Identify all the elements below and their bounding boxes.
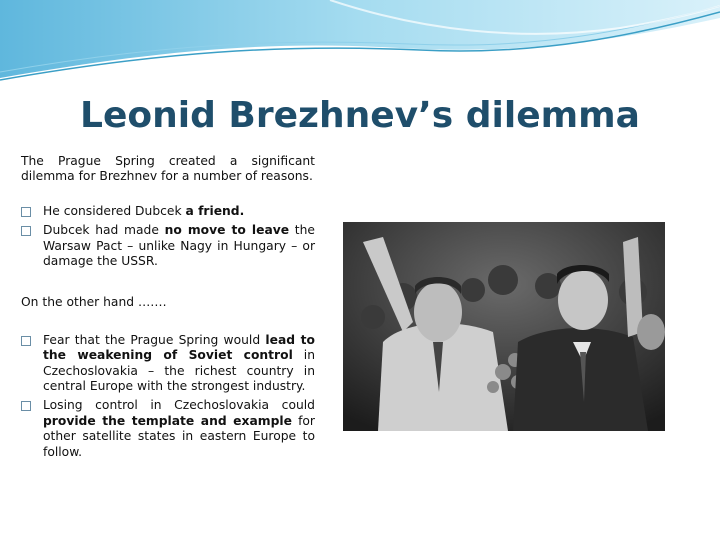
bullet-box-icon xyxy=(21,401,31,411)
other-hand-heading: On the other hand ……. xyxy=(21,295,167,310)
slide-title: Leonid Brezhnev’s dilemma xyxy=(80,95,640,136)
photo-brezhnev-dubcek-icon xyxy=(343,222,665,431)
fear-item xyxy=(21,398,315,460)
fear-emphasis: provide the template and example xyxy=(43,413,292,428)
fear-emphasis: lead to the weakening of Soviet control xyxy=(43,332,316,363)
reason-emphasis: a friend. xyxy=(185,203,245,218)
bullet-box-icon xyxy=(21,336,31,346)
slide-body xyxy=(21,154,315,464)
reason-emphasis: no move to leave xyxy=(164,223,290,238)
fear-text: Fear that the Prague Spring would xyxy=(43,332,266,347)
intro-paragraph: The Prague Spring created a significant dilemma for Brezhnev for a number of reasons. xyxy=(21,154,315,184)
fear-item xyxy=(21,333,315,395)
reason-text: Dubcek had made xyxy=(43,223,165,238)
bullet-box-icon xyxy=(21,226,31,236)
fear-text: Losing control in Czechoslovakia could xyxy=(43,398,315,413)
reason-text: He considered Dubcek xyxy=(43,203,186,218)
fear-text-tail: in Czechoslovakia – the richest country in central Europe with the strongest industry. xyxy=(43,348,315,394)
fear-text-tail: for other satellite states in eastern Europe to follow. xyxy=(43,413,315,459)
header-wave-decoration xyxy=(0,0,720,90)
reason-item xyxy=(21,223,315,269)
bullet-box-icon xyxy=(21,207,31,217)
reason-item xyxy=(21,204,315,219)
historical-photo xyxy=(343,222,665,431)
reason-text-tail: the Warsaw Pact – unlike Nagy in Hungary – or damage the USSR. xyxy=(43,223,315,269)
